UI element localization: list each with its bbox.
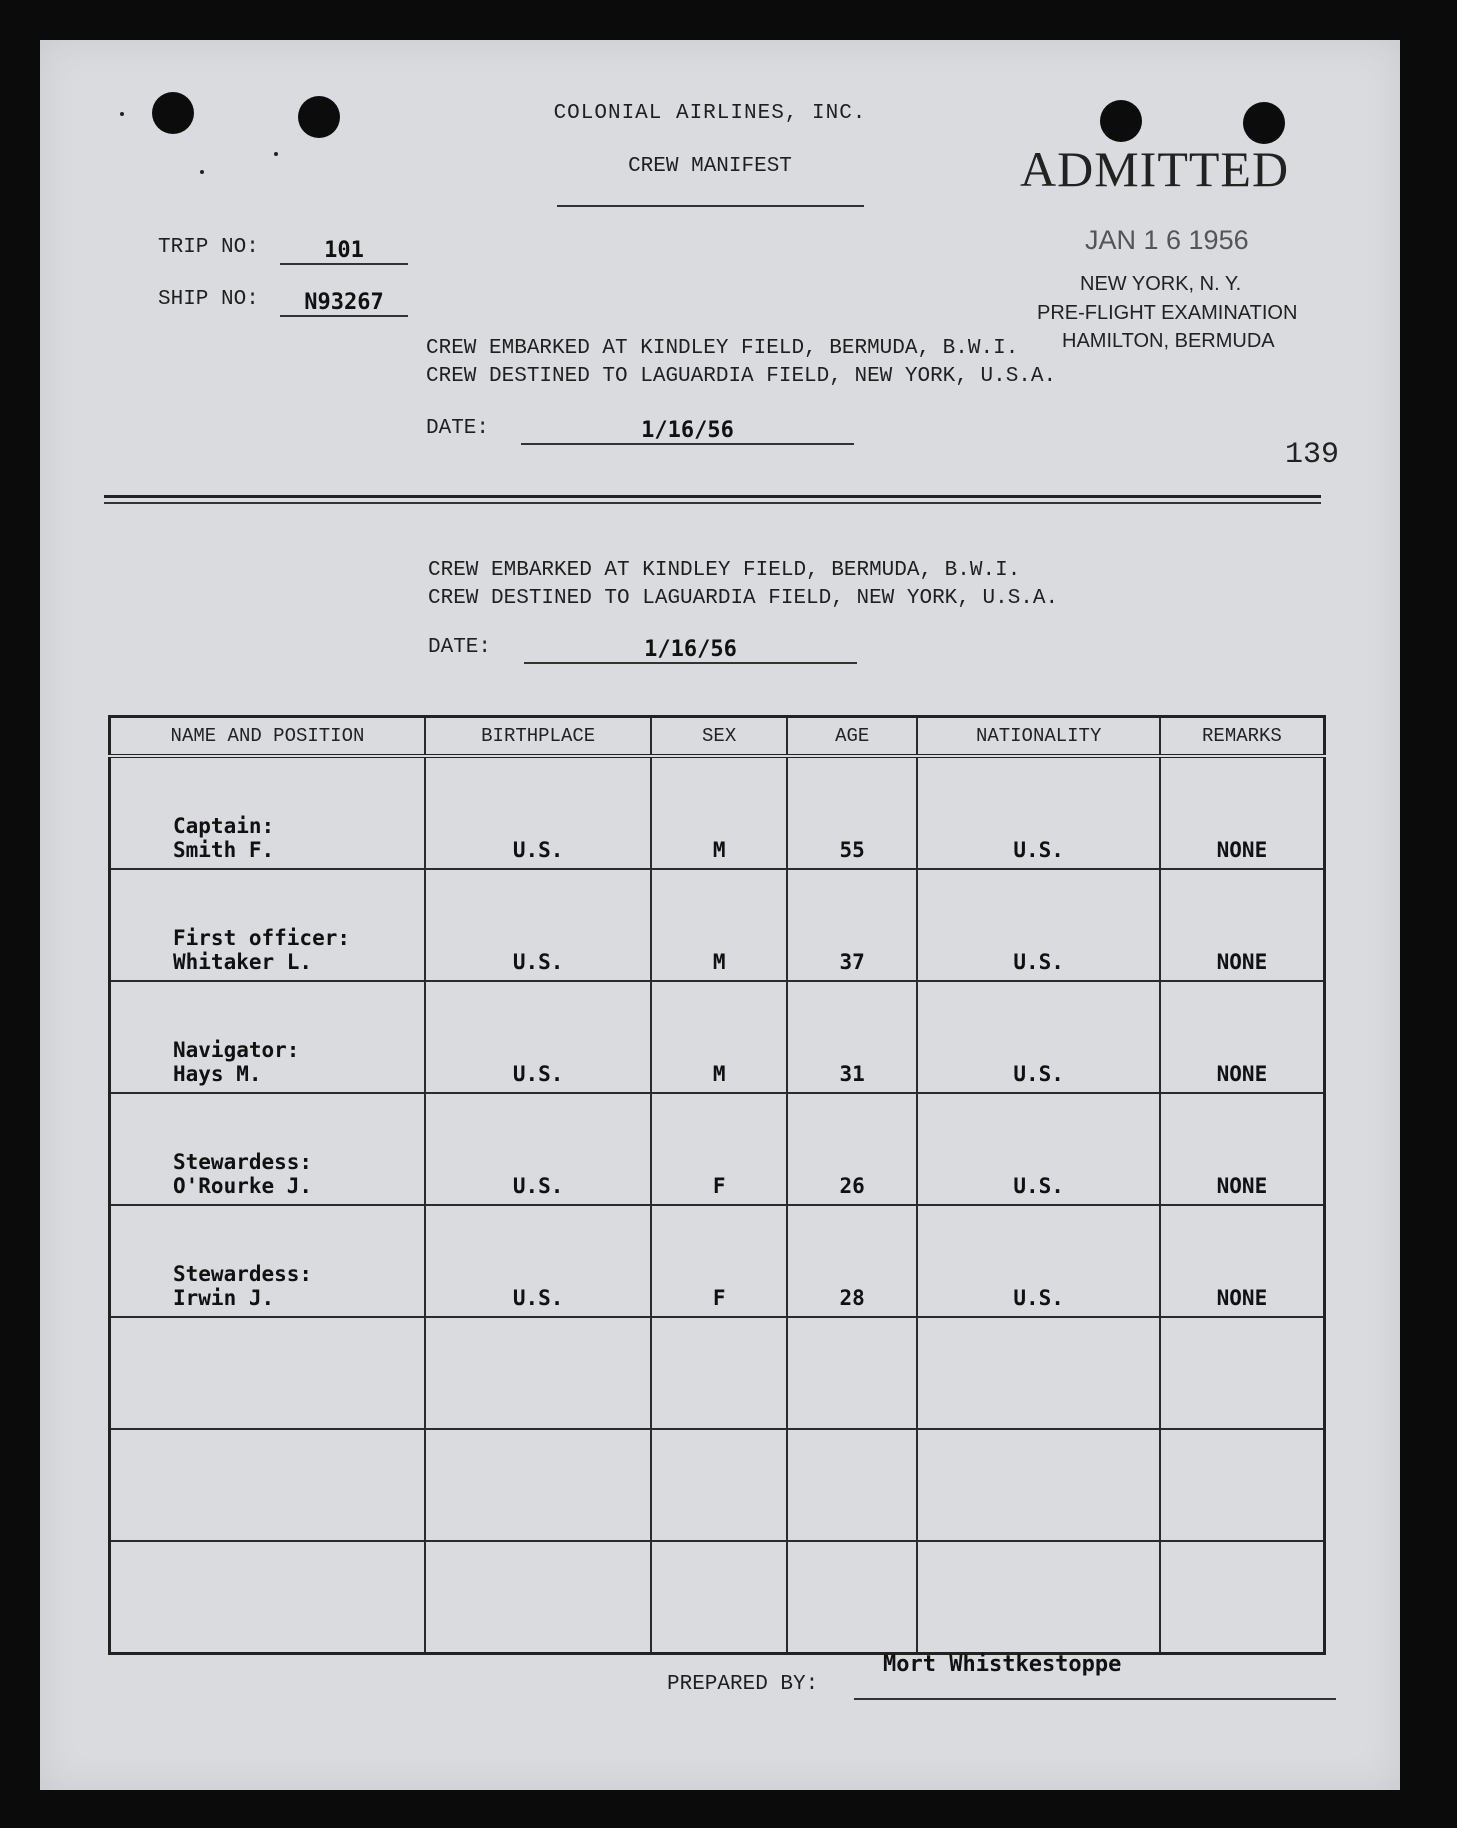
prepared-by-label: PREPARED BY: bbox=[667, 1673, 819, 1696]
empty-cell bbox=[917, 1541, 1159, 1654]
remarks-cell: NONE bbox=[1160, 1093, 1325, 1205]
sex-cell: F bbox=[651, 1205, 787, 1317]
position: Stewardess: bbox=[173, 1150, 313, 1174]
name-position-cell bbox=[110, 869, 425, 981]
empty-cell bbox=[651, 1317, 787, 1429]
remarks-cell: NONE bbox=[1160, 1205, 1325, 1317]
form-title: CREW MANIFEST bbox=[628, 155, 792, 178]
column-header: AGE bbox=[787, 717, 918, 757]
manifest-page bbox=[40, 40, 1400, 1790]
date-label-2: DATE: bbox=[428, 636, 492, 659]
empty-cell bbox=[1160, 1317, 1325, 1429]
birthplace-cell: U.S. bbox=[425, 756, 651, 869]
stamp-line-2: PRE-FLIGHT EXAMINATION bbox=[1037, 302, 1298, 324]
empty-cell bbox=[787, 1429, 918, 1541]
name-position-cell bbox=[110, 1205, 425, 1317]
empty-cell bbox=[787, 1541, 918, 1654]
empty-table-row bbox=[110, 1429, 1325, 1541]
age-cell: 31 bbox=[787, 981, 918, 1093]
empty-cell bbox=[110, 1541, 425, 1654]
age-cell: 37 bbox=[787, 869, 918, 981]
column-header: NAME AND POSITION bbox=[110, 717, 425, 757]
company-name: COLONIAL AIRLINES, INC. bbox=[553, 102, 867, 125]
empty-table-row bbox=[110, 1317, 1325, 1429]
embarked-text-1: CREW EMBARKED AT KINDLEY FIELD, BERMUDA, B.W.I. bbox=[426, 337, 1019, 360]
stamp-line-1: NEW YORK, N. Y. bbox=[1080, 273, 1242, 295]
remarks-cell: NONE bbox=[1160, 981, 1325, 1093]
admitted-stamp-title: ADMITTED bbox=[1020, 141, 1290, 197]
age-cell: 28 bbox=[787, 1205, 918, 1317]
age-cell: 55 bbox=[787, 756, 918, 869]
column-header: REMARKS bbox=[1160, 717, 1325, 757]
crew-name: Smith F. bbox=[173, 838, 275, 862]
trip-value: 101 bbox=[280, 238, 408, 265]
nationality-cell: U.S. bbox=[917, 1093, 1159, 1205]
stamp-line-3: HAMILTON, BERMUDA bbox=[1062, 330, 1275, 352]
trip-label: TRIP NO: bbox=[158, 236, 259, 259]
empty-cell bbox=[1160, 1541, 1325, 1654]
embarked-text-2: CREW EMBARKED AT KINDLEY FIELD, BERMUDA, B.W.I. bbox=[428, 559, 1021, 582]
position: Navigator: bbox=[173, 1038, 300, 1062]
table-row bbox=[110, 1205, 1325, 1317]
column-header: SEX bbox=[651, 717, 787, 757]
birthplace-cell: U.S. bbox=[425, 869, 651, 981]
name-position-cell bbox=[110, 756, 425, 869]
crew-name: O'Rourke J. bbox=[173, 1174, 313, 1198]
crew-name: Hays M. bbox=[173, 1062, 262, 1086]
page-number: 139 bbox=[1285, 438, 1340, 472]
name-position-cell bbox=[110, 1093, 425, 1205]
column-header: BIRTHPLACE bbox=[425, 717, 651, 757]
column-header: NATIONALITY bbox=[917, 717, 1159, 757]
empty-cell bbox=[787, 1317, 918, 1429]
title-rule bbox=[557, 205, 864, 207]
empty-cell bbox=[917, 1429, 1159, 1541]
position: First officer: bbox=[173, 926, 351, 950]
table-row bbox=[110, 981, 1325, 1093]
ship-value: N93267 bbox=[280, 290, 408, 317]
crew-name: Whitaker L. bbox=[173, 950, 313, 974]
sex-cell: M bbox=[651, 869, 787, 981]
ship-label: SHIP NO: bbox=[158, 288, 259, 311]
admitted-stamp-date: JAN 1 6 1956 bbox=[1085, 225, 1249, 255]
birthplace-cell: U.S. bbox=[425, 1093, 651, 1205]
empty-cell bbox=[425, 1541, 651, 1654]
crew-table bbox=[108, 715, 1326, 1655]
empty-cell bbox=[110, 1429, 425, 1541]
empty-cell bbox=[917, 1317, 1159, 1429]
empty-cell bbox=[651, 1429, 787, 1541]
position: Captain: bbox=[173, 814, 275, 838]
nationality-cell: U.S. bbox=[917, 1205, 1159, 1317]
empty-cell bbox=[1160, 1429, 1325, 1541]
remarks-cell: NONE bbox=[1160, 869, 1325, 981]
birthplace-cell: U.S. bbox=[425, 1205, 651, 1317]
section-divider bbox=[104, 502, 1321, 504]
table-row bbox=[110, 1093, 1325, 1205]
sex-cell: F bbox=[651, 1093, 787, 1205]
empty-table-row bbox=[110, 1541, 1325, 1654]
sex-cell: M bbox=[651, 981, 787, 1093]
date-label-1: DATE: bbox=[426, 417, 490, 440]
name-position-cell bbox=[110, 981, 425, 1093]
table-row bbox=[110, 756, 1325, 869]
empty-cell bbox=[110, 1317, 425, 1429]
prepared-by-name: Mort Whistkestoppe bbox=[883, 1652, 1122, 1677]
table-header-row bbox=[110, 717, 1325, 757]
position: Stewardess: bbox=[173, 1262, 313, 1286]
date-value-1: 1/16/56 bbox=[521, 418, 854, 445]
age-cell: 26 bbox=[787, 1093, 918, 1205]
birthplace-cell: U.S. bbox=[425, 981, 651, 1093]
date-value-2: 1/16/56 bbox=[524, 637, 857, 664]
empty-cell bbox=[651, 1541, 787, 1654]
section-divider bbox=[104, 495, 1321, 498]
empty-cell bbox=[425, 1317, 651, 1429]
empty-cell bbox=[425, 1429, 651, 1541]
prepared-by-line bbox=[854, 1698, 1336, 1700]
nationality-cell: U.S. bbox=[917, 981, 1159, 1093]
destined-text-1: CREW DESTINED TO LAGUARDIA FIELD, NEW YORK, U.S.A. bbox=[426, 365, 1057, 388]
nationality-cell: U.S. bbox=[917, 756, 1159, 869]
remarks-cell: NONE bbox=[1160, 756, 1325, 869]
sex-cell: M bbox=[651, 756, 787, 869]
nationality-cell: U.S. bbox=[917, 869, 1159, 981]
crew-name: Irwin J. bbox=[173, 1286, 275, 1310]
destined-text-2: CREW DESTINED TO LAGUARDIA FIELD, NEW YORK, U.S.A. bbox=[428, 587, 1059, 610]
table-row bbox=[110, 869, 1325, 981]
